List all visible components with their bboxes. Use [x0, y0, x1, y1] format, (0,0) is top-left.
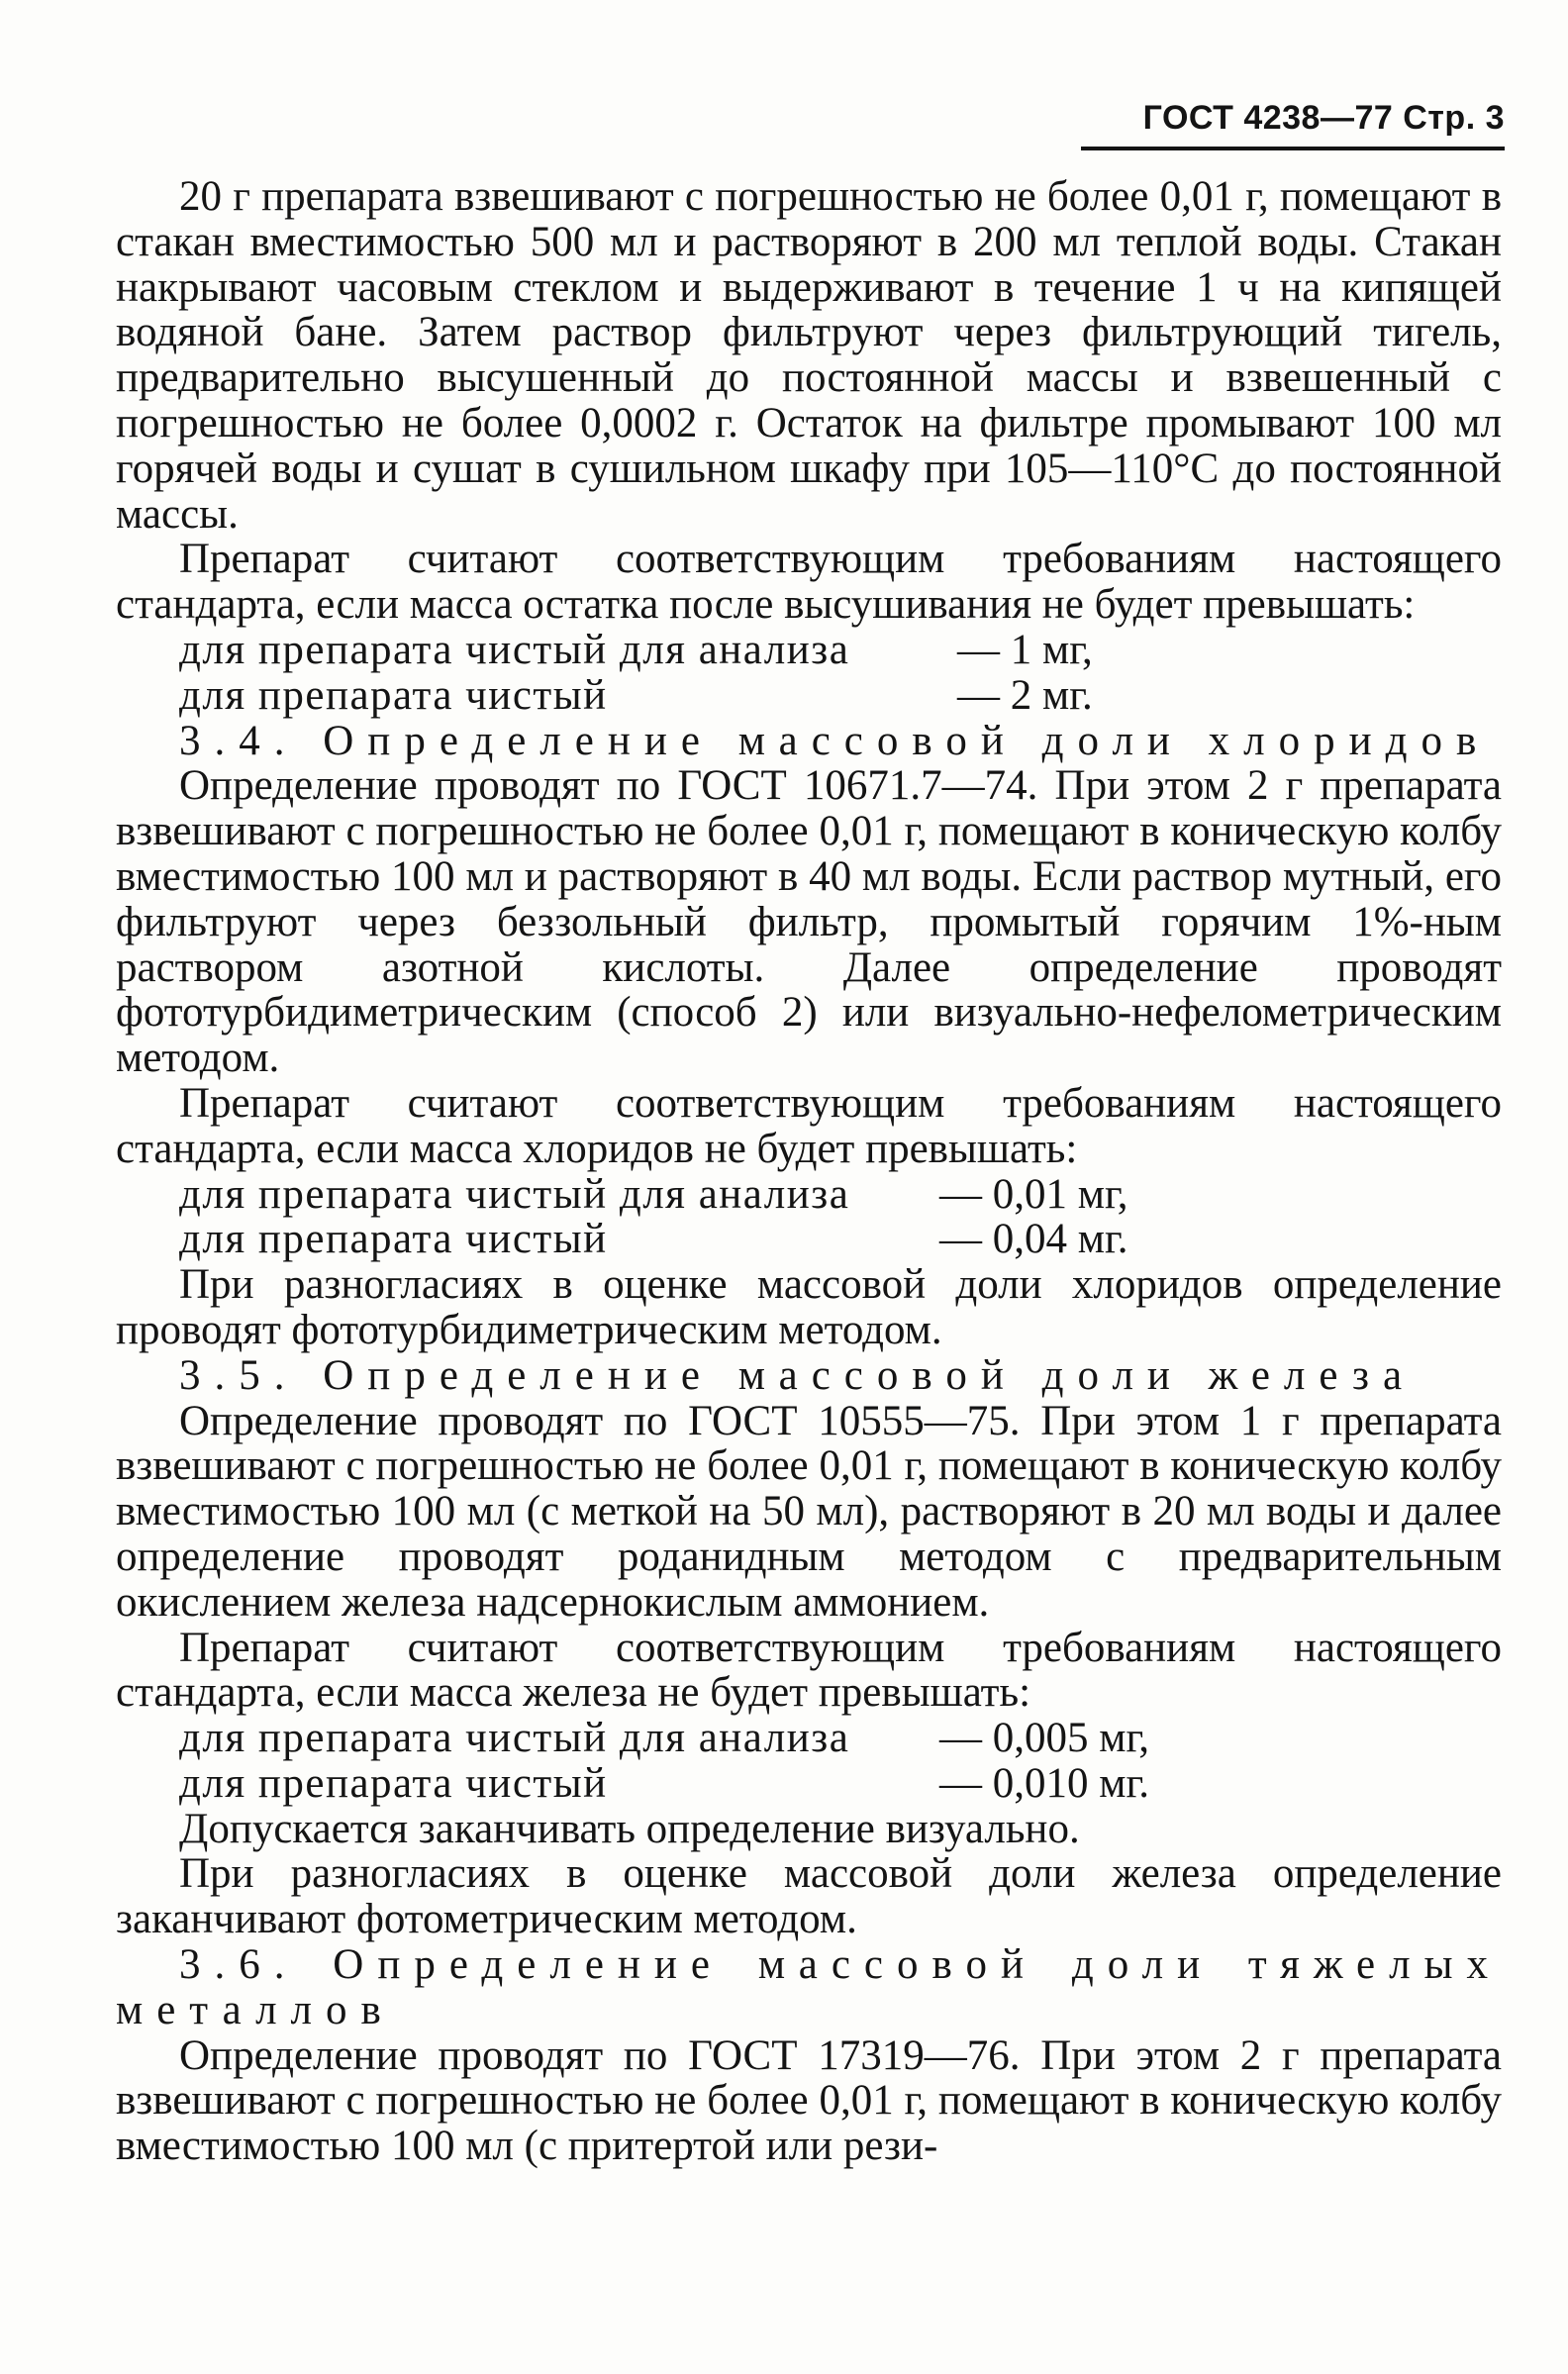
requirement-value: — 1 мг, [957, 626, 1093, 673]
paragraph: Препарат считают соответствующим требованиям настоящего стандарта, если масса хлоридов не будет превышать: [116, 1079, 1502, 1172]
requirement-row [116, 1217, 1502, 1262]
requirement-label: для препарата чистый для анализа [179, 626, 850, 673]
requirement-row [116, 1172, 1502, 1218]
requirement-label: для препарата чистый [179, 671, 608, 719]
paragraph: Препарат считают соответствующим требованиям настоящего стандарта, если масса остатка после высушивания не будет превышать: [116, 536, 1502, 629]
section-heading: 3.6. Определение массовой доли тяжелых металлов [116, 1941, 1502, 2033]
requirement-label: для препарата чистый для анализа [179, 1170, 850, 1218]
paragraph: При разногласиях в оценке массовой доли железа определение заканчивают фотометрическим методом. [116, 1850, 1502, 1943]
requirement-row [116, 673, 1502, 719]
requirement-value: — 2 мг. [957, 671, 1093, 719]
requirement-row [116, 628, 1502, 673]
paragraph: Допускается заканчивать определение визуально. [179, 1805, 1080, 1852]
requirement-row [116, 1716, 1502, 1761]
paragraph: 20 г препарата взвешивают с погрешностью не более 0,01 г, помещают в стакан вместимостью 500 мл и растворяют в 200 мл теплой воды. Стакан накрывают часовым стеклом и выдерживают в течение 1 ч на кипящей водяной бане. Затем раствор фильтруют через фильтрующий тигель, предварительно высушенный до постоянной массы и взвешенный с погрешностью не более 0,0002 г. Остаток на фильтре промывают 100 мл горячей воды и сушат в сушильном шкафу при 105—110°С до постоянной массы. [116, 173, 1502, 538]
requirement-value: — 0,04 мг. [939, 1216, 1128, 1263]
paragraph: При разногласиях в оценке массовой доли хлоридов определение проводят фототурбидиметрическим методом. [116, 1261, 1502, 1353]
paragraph: Препарат считают соответствующим требованиям настоящего стандарта, если масса железа не будет превышать: [116, 1624, 1502, 1717]
paragraph: Определение проводят по ГОСТ 10555—75. При этом 1 г препарата взвешивают с погрешностью не более 0,01 г, помещают в коническую колбу вместимостью 100 мл (с меткой на 50 мл), растворяют в 20 мл воды и далее определение проводят роданидным методом с предварительным окислением железа надсернокислым аммонием. [116, 1397, 1502, 1626]
requirement-value: — 0,01 мг, [939, 1170, 1128, 1218]
paragraph: Определение проводят по ГОСТ 10671.7—74. При этом 2 г препарата взвешивают с погрешностью не более 0,01 г, помещают в коническую колбу вместимостью 100 мл и растворяют в 40 мл воды. Если раствор мутный, его фильтруют через беззольный фильтр, промытый горячим 1%-ным раствором азотной кислоты. Далее определение проводят фототурбидиметрическим (способ 2) или визуально-нефелометрическим методом. [116, 762, 1502, 1082]
document-body [116, 174, 1502, 2169]
page-header: ГОСТ 4238—77 Стр. 3 [1081, 89, 1505, 150]
requirement-label: для препарата чистый [179, 1216, 608, 1263]
paragraph: Определение проводят по ГОСТ 17319—76. При этом 2 г препарата взвешивают с погрешностью не более 0,01 г, помещают в коническую колбу вместимостью 100 мл (с притертой или рези- [116, 2031, 1502, 2170]
requirement-label: для препарата чистый для анализа [179, 1715, 850, 1762]
section-heading: 3.4. Определение массовой доли хлоридов [179, 717, 1491, 764]
requirement-value: — 0,010 мг. [939, 1759, 1149, 1807]
requirement-label: для препарата чистый [179, 1759, 608, 1807]
requirement-value: — 0,005 мг, [939, 1715, 1149, 1762]
section-heading: 3.5. Определение массовой доли железа [179, 1351, 1417, 1399]
requirement-row [116, 1761, 1502, 1807]
